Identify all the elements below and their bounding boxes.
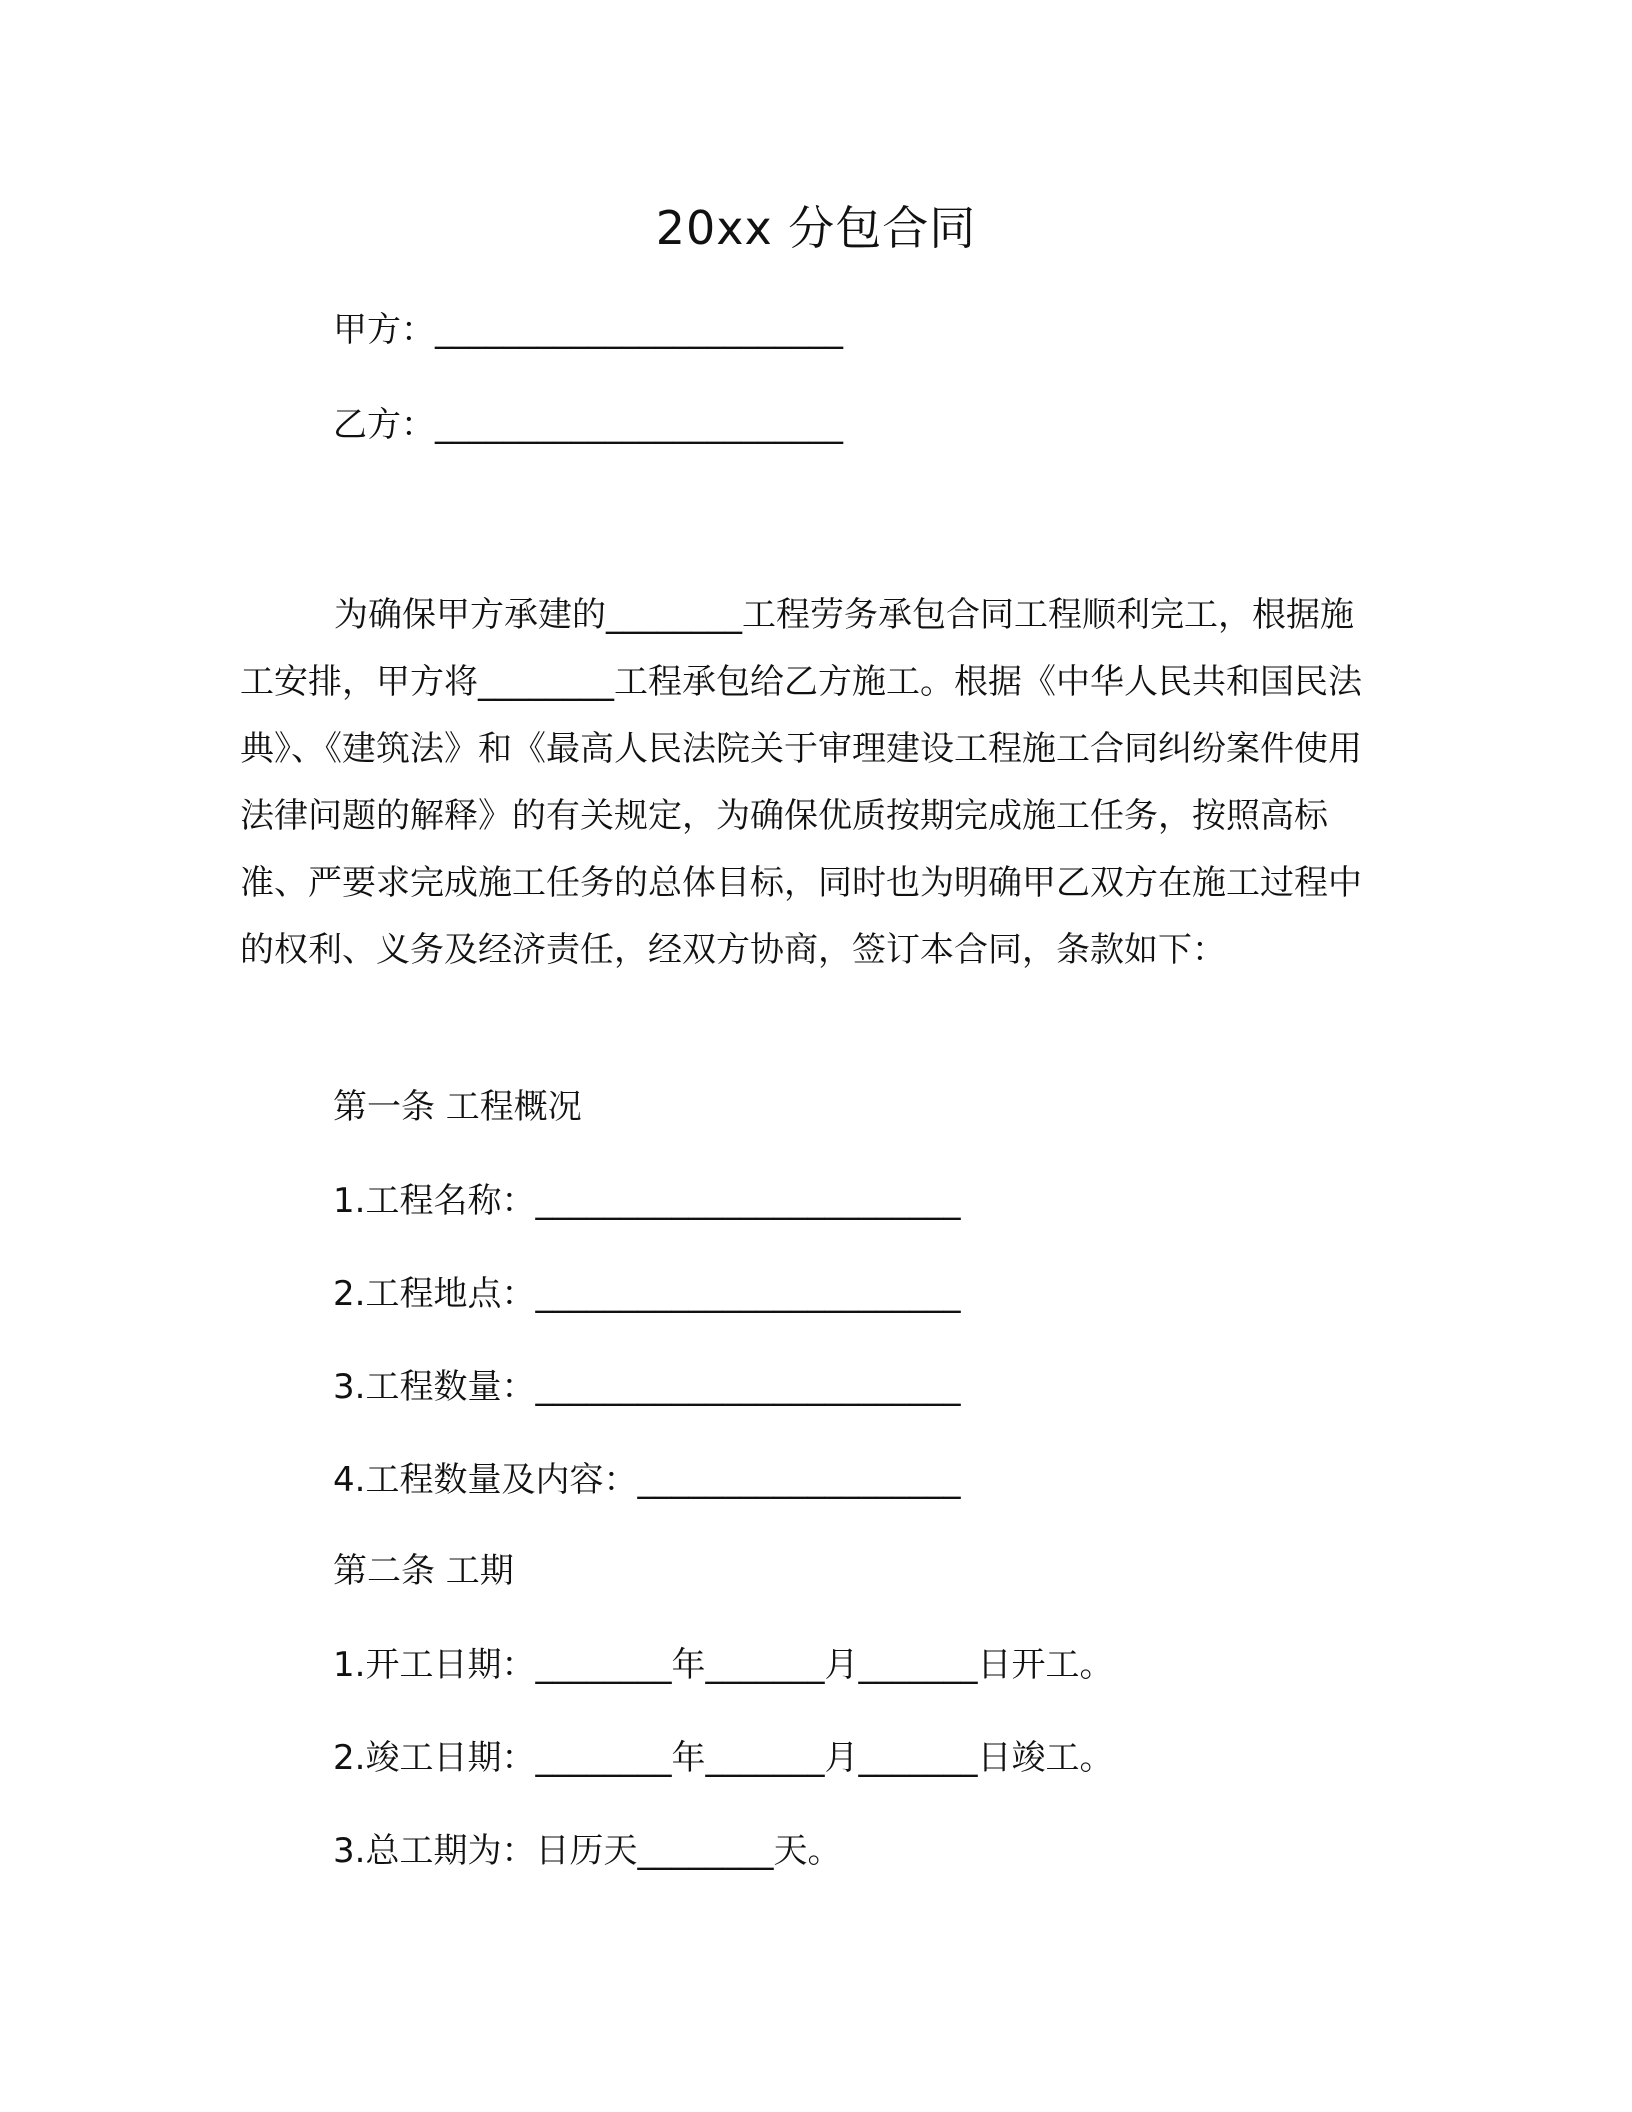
item-total-duration: 3.总工期为：日历天________天。 <box>333 1831 842 1871</box>
document-title: 20xx 分包合同 <box>655 201 977 255</box>
item-project-quantity-content: 4.工程数量及内容：___________________ <box>333 1460 961 1500</box>
intro-paragraph <box>240 582 1370 984</box>
party-b-line: 乙方：________________________ <box>333 405 843 445</box>
item-completion-date: 2.竣工日期：________年_______月_______日竣工。 <box>333 1738 1114 1778</box>
article-2-heading: 第二条 工期 <box>333 1551 514 1591</box>
article-1-heading: 第一条 工程概况 <box>333 1087 582 1127</box>
intro-text: 为确保甲方承建的________工程劳务承包合同工程顺利完工，根据施工安排，甲方将________工程承包给乙方施工。根据《中华人民共和国民法典》、《建筑法》和《最高人民法院关于审理建设工程施工合同纠纷案件使用法律问题的解释》的有关规定，为确保优质按期完成施工任务，按照高标准、严要求完成施工任务的总体目标，同时也为明确甲乙双方在施工过程中的权利、义务及经济责任，经双方协商，签订本合同，条款如下： <box>240 595 1362 970</box>
item-project-quantity: 3.工程数量：_________________________ <box>333 1367 961 1407</box>
item-start-date: 1.开工日期：________年_______月_______日开工。 <box>333 1645 1114 1685</box>
item-project-location: 2.工程地点：_________________________ <box>333 1274 961 1314</box>
party-a-line: 甲方：________________________ <box>333 310 843 350</box>
item-project-name: 1.工程名称：_________________________ <box>333 1181 961 1221</box>
